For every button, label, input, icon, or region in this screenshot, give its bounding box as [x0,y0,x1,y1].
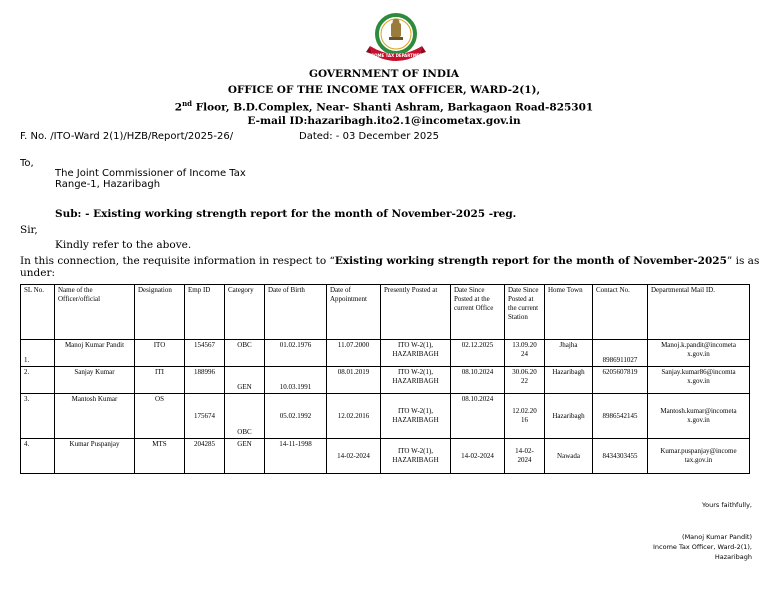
cell-doa: 11.07.2000 [327,340,381,367]
salutation: Sir, [20,224,38,236]
cell-emp-id: 175674 [185,394,225,439]
cell-home-town: Hazaribagh [545,367,593,394]
header-government: GOVERNMENT OF INDIA [308,68,460,80]
cell-posted-at: ITO W-2(1), HAZARIBAGH [381,439,451,474]
cell-emp-id: 204285 [185,439,225,474]
header-contact: Contact No. [593,285,648,340]
cell-dob: 10.03.1991 [265,367,327,394]
cell-doa: 12.02.2016 [327,394,381,439]
cell-since-station: 30.06.20 22 [505,367,545,394]
cell-name: Manoj Kumar Pandit [55,340,135,367]
cell-home-town: Nawada [545,439,593,474]
cell-designation: ITO [135,340,185,367]
cell-emp-id: 154567 [185,340,225,367]
header-email: E-mail ID:hazaribagh.ito2.1@incometax.gov.in [247,115,521,127]
cell-category: GEN [225,367,265,394]
cell-home-town: Hazaribagh [545,394,593,439]
cell-designation: MTS [135,439,185,474]
cell-dob: 01.02.1976 [265,340,327,367]
signature-block [653,532,752,562]
cell-name: Mantosh Kumar [55,394,135,439]
cell-posted-at: ITO W-2(1), HAZARIBAGH [381,367,451,394]
header-doa: Date of Appointment [327,285,381,340]
cell-mail: Sanjay.kumar86@incomta x.gov.in [648,367,750,394]
cell-since-office: 02.12.2025 [451,340,505,367]
cell-mail: Manoj.k.pandit@incometa x.gov.in [648,340,750,367]
cell-doa: 08.01.2019 [327,367,381,394]
cell-dob: 14-11-1998 [265,439,327,474]
cell-category: OBC [225,340,265,367]
cell-category: OBC [225,394,265,439]
cell-dob: 05.02.1992 [265,394,327,439]
cell-posted-at: ITO W-2(1), HAZARIBAGH [381,340,451,367]
header-dob: Date of Birth [265,285,327,340]
cell-since-office: 08.10.2024 [451,394,505,439]
table-row [21,394,750,439]
cell-since-station: 12.02.20 16 [505,394,545,439]
cell-contact: 8986542145 [593,394,648,439]
body-line1: Kindly refer to the above. [55,239,192,251]
header-since-station: Date Since Posted at the current Station [505,285,545,340]
svg-text:INCOME TAX DEPARTMENT: INCOME TAX DEPARTMENT [366,53,426,58]
cell-doa: 14-02-2024 [327,439,381,474]
cell-designation: OS [135,394,185,439]
dated: Dated: - 03 December 2025 [299,131,439,142]
header-address: 2nd Floor, B.D.Complex, Near- Shanti Ashram, Barkagaon Road-825301 [174,99,594,114]
cell-mail: Mantosh.kumar@incometa x.gov.in [648,394,750,439]
cell-mail: Kumar.puspanjay@income tax.gov.in [648,439,750,474]
header-emp-id: Emp ID [185,285,225,340]
cell-sl: 4. [21,439,55,474]
addressee-line1: The Joint Commissioner of Income Tax [55,168,246,179]
cell-sl: 1. [21,340,55,367]
working-strength-table [20,284,750,474]
cell-since-station: 14-02- 2024 [505,439,545,474]
header-home-town: Home Town [545,285,593,340]
table-row [21,340,750,367]
cell-emp-id: 188996 [185,367,225,394]
header-posted-at: Presently Posted at [381,285,451,340]
cell-contact: 8434303455 [593,439,648,474]
file-number: F. No. /ITO-Ward 2(1)/HZB/Report/2025-26/ [20,131,234,142]
to-label: To, [20,158,34,169]
signatory-place: Hazaribagh [714,553,752,561]
cell-sl: 3. [21,394,55,439]
cell-category: GEN [225,439,265,474]
cell-since-office: 08.10.2024 [451,367,505,394]
cell-name: Sanjay Kumar [55,367,135,394]
cell-since-station: 13.09.20 24 [505,340,545,367]
cell-home-town: Jhajha [545,340,593,367]
cell-contact: 8986911027 [593,340,648,367]
cell-sl: 2. [21,367,55,394]
cell-since-office: 14-02-2024 [451,439,505,474]
signatory-name: (Manoj Kumar Pandit) [682,533,752,541]
closing-yours-faithfully: Yours faithfully, [701,501,752,509]
subject-line: Sub: - Existing working strength report for the month of November-2025 -reg. [55,208,517,220]
header-mail: Departmental Mail ID. [648,285,750,340]
body-line2: In this connection, the requisite information in respect to “Existing working strength report for the month of November-2025” is as under: [20,255,760,279]
table-row [21,439,750,474]
cell-designation: ITI [135,367,185,394]
header-name: Name of the Officer/official [55,285,135,340]
header-category: Category [225,285,265,340]
cell-name: Kumar Puspanjay [55,439,135,474]
addressee-line2: Range-1, Hazaribagh [55,179,161,190]
table-header-row [21,285,750,340]
header-sl-no: SL No. [21,285,55,340]
table-row [21,367,750,394]
cell-contact: 6205607819 [593,367,648,394]
header-designation: Designation [135,285,185,340]
header-since-office: Date Since Posted at the current Office [451,285,505,340]
cell-posted-at: ITO W-2(1), HAZARIBAGH [381,394,451,439]
header-office: OFFICE OF THE INCOME TAX OFFICER, WARD-2(1), [227,84,541,96]
income-tax-emblem-logo [364,10,428,66]
signatory-designation: Income Tax Officer, Ward-2(1), [653,543,752,551]
